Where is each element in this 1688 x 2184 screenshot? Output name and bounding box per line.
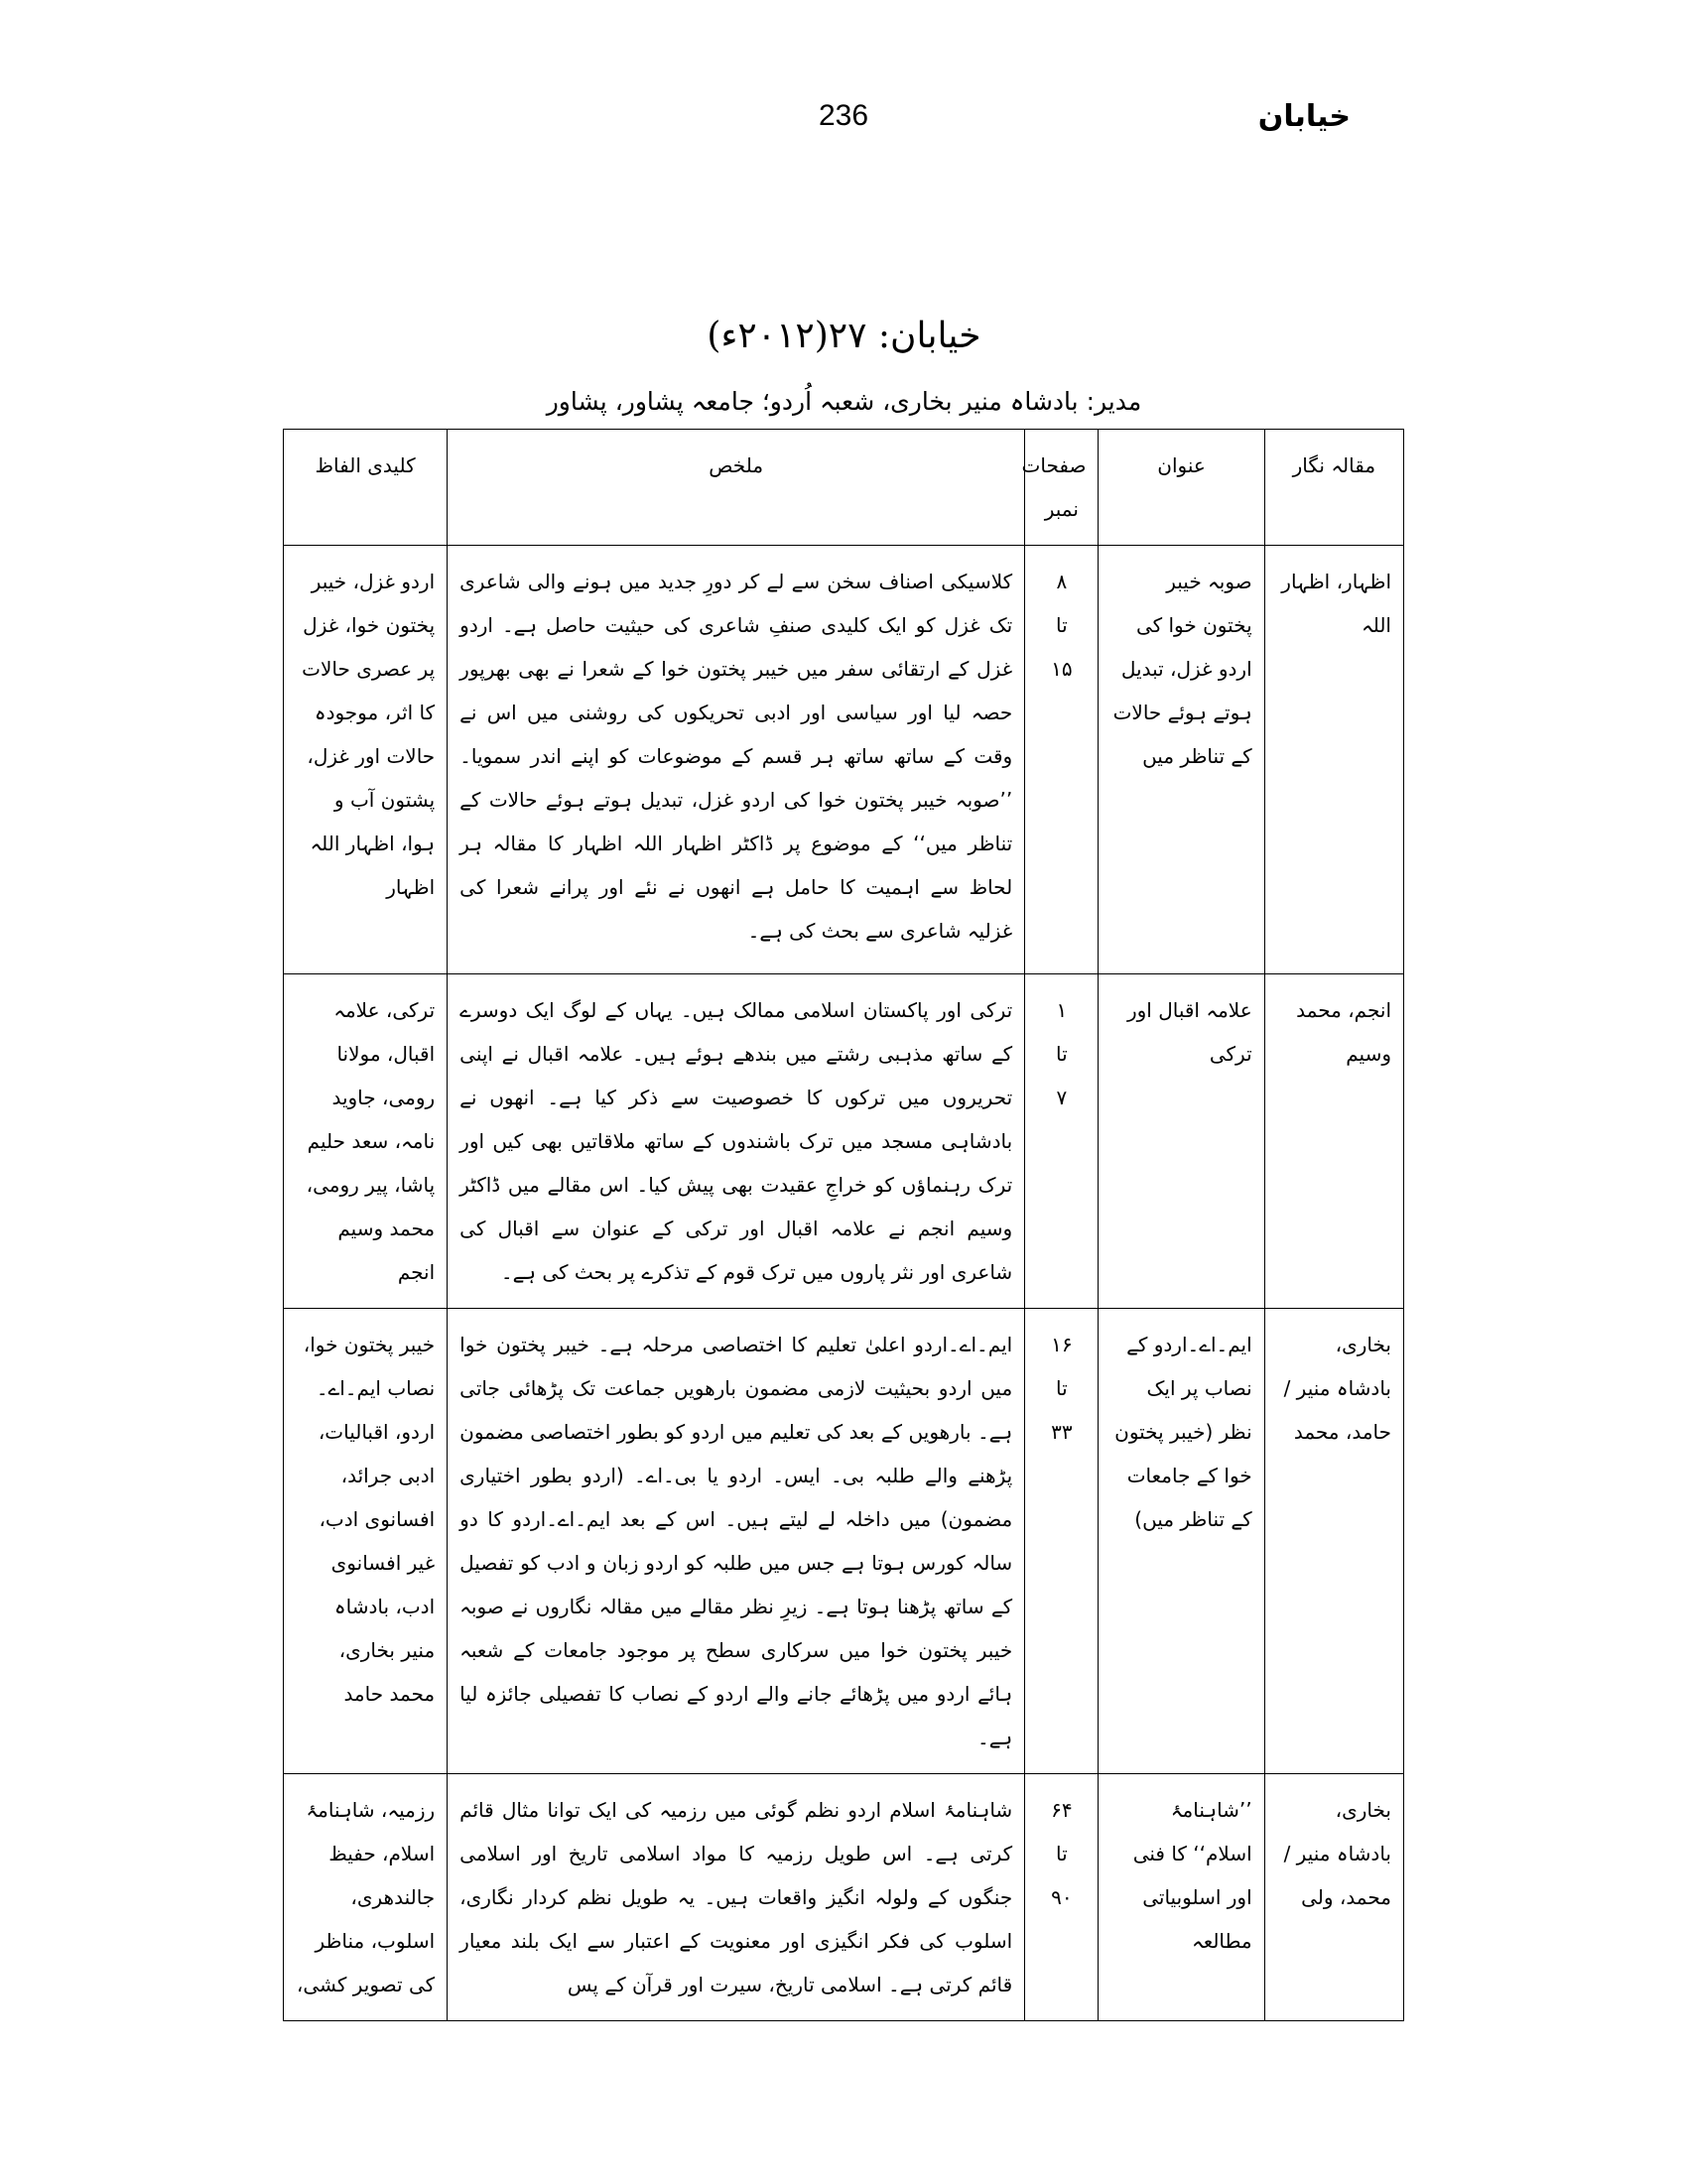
page-to: ۹۰ xyxy=(1051,1885,1073,1909)
header-pages: صفحات نمبر xyxy=(1025,430,1099,546)
page-from: ۱۶ xyxy=(1051,1333,1073,1356)
table-row xyxy=(284,1774,1404,2021)
article-index-table xyxy=(283,429,1404,2021)
cell-title: ایم۔اے۔اردو کے نصاب پر ایک نظر (خیبر پختون خوا کے جامعات کے تناظر میں) xyxy=(1099,1309,1264,1774)
header-author: مقالہ نگار xyxy=(1264,430,1403,546)
cell-title: صوبہ خیبر پختون خوا کی اردو غزل، تبدیل ہوتے ہوئے حالات کے تناظر میں xyxy=(1099,546,1264,974)
cell-keywords: ترکی، علامہ اقبال، مولانا رومی، جاوید نامہ، سعد حلیم پاشا، پیر رومی، محمد وسیم انجم xyxy=(284,974,448,1309)
table-header-row xyxy=(284,430,1404,546)
table-row xyxy=(284,546,1404,974)
cell-author: بخاری، بادشاہ منیر / حامد، محمد xyxy=(1264,1309,1403,1774)
cell-pages xyxy=(1025,1774,1099,2021)
cell-summary: ترکی اور پاکستان اسلامی ممالک ہیں۔ یہاں کے لوگ ایک دوسرے کے ساتھ مذہبی رشتے میں بندھے ہوئے ہیں۔ علامہ اقبال نے اپنی تحریروں میں ترکوں کا خصوصیت سے ذکر کیا ہے۔ انھوں نے بادشاہی مسجد میں ترک باشندوں کے ساتھ ملاقاتیں بھی کیں اور ترک رہنماؤں کو خراجِ عقیدت بھی پیش کیا۔ اس مقالے میں ڈاکٹر وسیم انجم نے علامہ اقبال اور ترکی کے عنوان سے اقبال کی شاعری اور نثر پاروں میں ترک قوم کے تذکرے پر بحث کی ہے۔ xyxy=(448,974,1025,1309)
header-keywords: کلیدی الفاظ xyxy=(284,430,448,546)
page-separator: تا xyxy=(1056,1042,1068,1066)
page-number: 236 xyxy=(818,99,869,132)
page-separator: تا xyxy=(1056,1842,1068,1865)
issue-title: خیابان: ۲۷(۲۰۱۲ء) xyxy=(707,316,981,356)
editor-line: مدیر: بادشاہ منیر بخاری، شعبہ اُردو؛ جامعہ پشاور، پشاور xyxy=(546,387,1142,416)
cell-author: بخاری، بادشاہ منیر / محمد، ولی xyxy=(1264,1774,1403,2021)
page-from: ۶۴ xyxy=(1051,1798,1073,1822)
cell-summary: کلاسیکی اصناف سخن سے لے کر دورِ جدید میں ہونے والی شاعری تک غزل کو ایک کلیدی صنفِ شاعری کی حیثیت حاصل ہے۔ اردو غزل کے ارتقائی سفر میں خیبر پختون خوا کے شعرا نے بھی بھرپور حصہ لیا اور سیاسی اور ادبی تحریکوں کی روشنی میں اس نے وقت کے ساتھ ساتھ ہر قسم کے موضوعات کو اپنے اندر سمویا۔ ’’صوبہ خیبر پختون خوا کی اردو غزل، تبدیل ہوتے ہوئے حالات کے تناظر میں‘‘ کے موضوع پر ڈاکٹر اظہار اللہ اظہار کا مقالہ ہر لحاظ سے اہمیت کا حامل ہے انھوں نے نئے اور پرانے شعرا کی غزلیہ شاعری سے بحث کی ہے۔ xyxy=(448,546,1025,974)
page-to: ۱۵ xyxy=(1051,657,1073,681)
table-row xyxy=(284,1309,1404,1774)
header-summary: ملخص xyxy=(448,430,1025,546)
page-from: ۸ xyxy=(1056,570,1068,593)
cell-author: اظہار، اظہار اللہ xyxy=(1264,546,1403,974)
cell-keywords: رزمیہ، شاہنامۂ اسلام، حفیظ جالندھری، اسلوب، مناظر کی تصویر کشی، xyxy=(284,1774,448,2021)
cell-pages xyxy=(1025,546,1099,974)
page-to: ۷ xyxy=(1056,1086,1068,1109)
cell-title: علامہ اقبال اور ترکی xyxy=(1099,974,1264,1309)
page-separator: تا xyxy=(1056,613,1068,637)
cell-title: ’’شاہنامۂ اسلام‘‘ کا فنی اور اسلوبیاتی مطالعہ xyxy=(1099,1774,1264,2021)
page-from: ۱ xyxy=(1056,998,1068,1022)
cell-keywords: خیبر پختون خوا، نصاب ایم۔اے۔ اردو، اقبالیات، ادبی جرائد، افسانوی ادب، غیر افسانوی ادب، بادشاہ منیر بخاری، محمد حامد xyxy=(284,1309,448,1774)
cell-pages xyxy=(1025,1309,1099,1774)
cell-keywords: اردو غزل، خیبر پختون خوا، غزل پر عصری حالات کا اثر، موجودہ حالات اور غزل، پشتون آب و ہوا، اظہار اللہ اظہار xyxy=(284,546,448,974)
page-to: ۳۳ xyxy=(1051,1420,1073,1444)
table-row xyxy=(284,974,1404,1309)
running-head-journal-name: خیابان xyxy=(1257,99,1351,134)
cell-summary: ایم۔اے۔اردو اعلیٰ تعلیم کا اختصاصی مرحلہ ہے۔ خیبر پختون خوا میں اردو بحیثیت لازمی مضمون بارھویں جماعت تک پڑھائی جاتی ہے۔ بارھویں کے بعد کی تعلیم میں اردو کو بطور اختصاصی مضمون پڑھنے والے طلبہ بی۔ ایس۔ اردو یا بی۔اے۔ (اردو بطور اختیاری مضمون) میں داخلہ لے لیتے ہیں۔ اس کے بعد ایم۔اے۔اردو کا دو سالہ کورس ہوتا ہے جس میں طلبہ کو اردو زبان و ادب کو تفصیل کے ساتھ پڑھنا ہوتا ہے۔ زیرِ نظر مقالے میں مقالہ نگاروں نے صوبہ خیبر پختون خوا میں سرکاری سطح پر موجود جامعات کے شعبہ ہائے اردو میں پڑھائے جانے والے اردو کے نصاب کا تفصیلی جائزہ لیا ہے۔ xyxy=(448,1309,1025,1774)
header-title: عنوان xyxy=(1099,430,1264,546)
cell-pages xyxy=(1025,974,1099,1309)
cell-author: انجم، محمد وسیم xyxy=(1264,974,1403,1309)
page-separator: تا xyxy=(1056,1376,1068,1400)
cell-summary: شاہنامۂ اسلام اردو نظم گوئی میں رزمیہ کی ایک توانا مثال قائم کرتی ہے۔ اس طویل رزمیہ کا مواد اسلامی تاریخ اور اسلامی جنگوں کے ولولہ انگیز واقعات ہیں۔ یہ طویل نظم کردار نگاری، اسلوب کی فکر انگیزی اور معنویت کے اعتبار سے ایک بلند معیار قائم کرتی ہے۔ اسلامی تاریخ، سیرت اور قرآن کے پس xyxy=(448,1774,1025,2021)
